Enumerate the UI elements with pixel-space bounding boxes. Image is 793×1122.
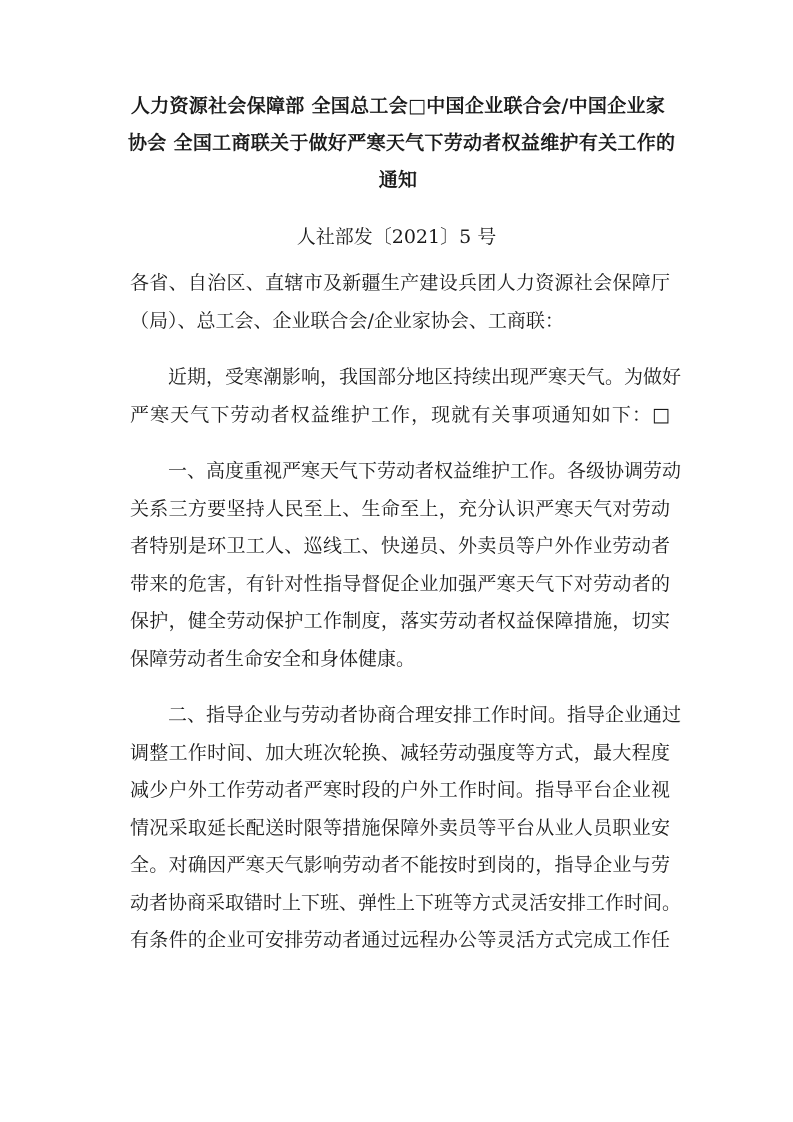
addressee-line-1: 各省、自治区、直辖市及新疆生产建设兵团人力资源社会保障厅 (130, 272, 670, 294)
section-2-line-1: 二、指导企业与劳动者协商合理安排工作时间。指导企业通过 (168, 704, 682, 726)
section-1-line-3: 者特别是环卫工人、巡线工、快递员、外卖员等户外作业劳动者 (130, 535, 670, 557)
section-2-paragraph (130, 697, 682, 960)
section-2-line-6: 动者协商采取错时上下班、弹性上下班等方式灵活安排工作时间。 (130, 891, 682, 914)
section-1-line-2: 关系三方要坚持人民至上、生命至上，充分认识严寒天气对劳动 (130, 497, 670, 520)
section-1-line-6: 保障劳动者生命安全和身体健康。 (130, 647, 416, 670)
section-1-paragraph (130, 453, 682, 678)
title-line-2: 协会 全国工商联关于做好严寒天气下劳动者权益维护有关工作的 (128, 132, 676, 154)
section-2-line-2: 调整工作时间、加大班次轮换、减轻劳动强度等方式，最大程度 (130, 741, 670, 764)
section-1-line-5: 保护，健全劳动保护工作制度，落实劳动者权益保障措施，切实 (130, 610, 670, 632)
document-number: 人社部发〔2021〕5 号 (296, 226, 497, 248)
addressee-paragraph (130, 265, 670, 340)
intro-line-1: 近期，受寒潮影响，我国部分地区持续出现严寒天气。为做好 (168, 366, 682, 388)
title-line-1: 人力资源社会保障部 全国总工会□中国企业联合会/中国企业家 (130, 95, 666, 117)
intro-paragraph (130, 359, 682, 434)
section-1-line-4: 带来的危害，有针对性指导督促企业加强严寒天气下对劳动者的 (130, 572, 670, 595)
intro-line-2: 严寒天气下劳动者权益维护工作，现就有关事项通知如下：□ (130, 403, 670, 426)
section-2-line-7: 有条件的企业可安排劳动者通过远程办公等灵活方式完成工作任 (130, 929, 670, 951)
title-line-3: 通知 (378, 169, 418, 191)
section-2-line-3: 减少户外工作劳动者严寒时段的户外工作时间。指导平台企业视 (130, 779, 670, 801)
section-2-line-5: 全。对确因严寒天气影响劳动者不能按时到岗的，指导企业与劳 (130, 854, 670, 876)
section-1-line-1: 一、高度重视严寒天气下劳动者权益维护工作。各级协调劳动 (168, 460, 682, 482)
section-2-line-4: 情况采取延长配送时限等措施保障外卖员等平台从业人员职业安 (130, 816, 670, 839)
document-title (128, 88, 676, 199)
addressee-line-2: （局）、总工会、企业联合会/企业家协会、工商联： (130, 309, 564, 332)
